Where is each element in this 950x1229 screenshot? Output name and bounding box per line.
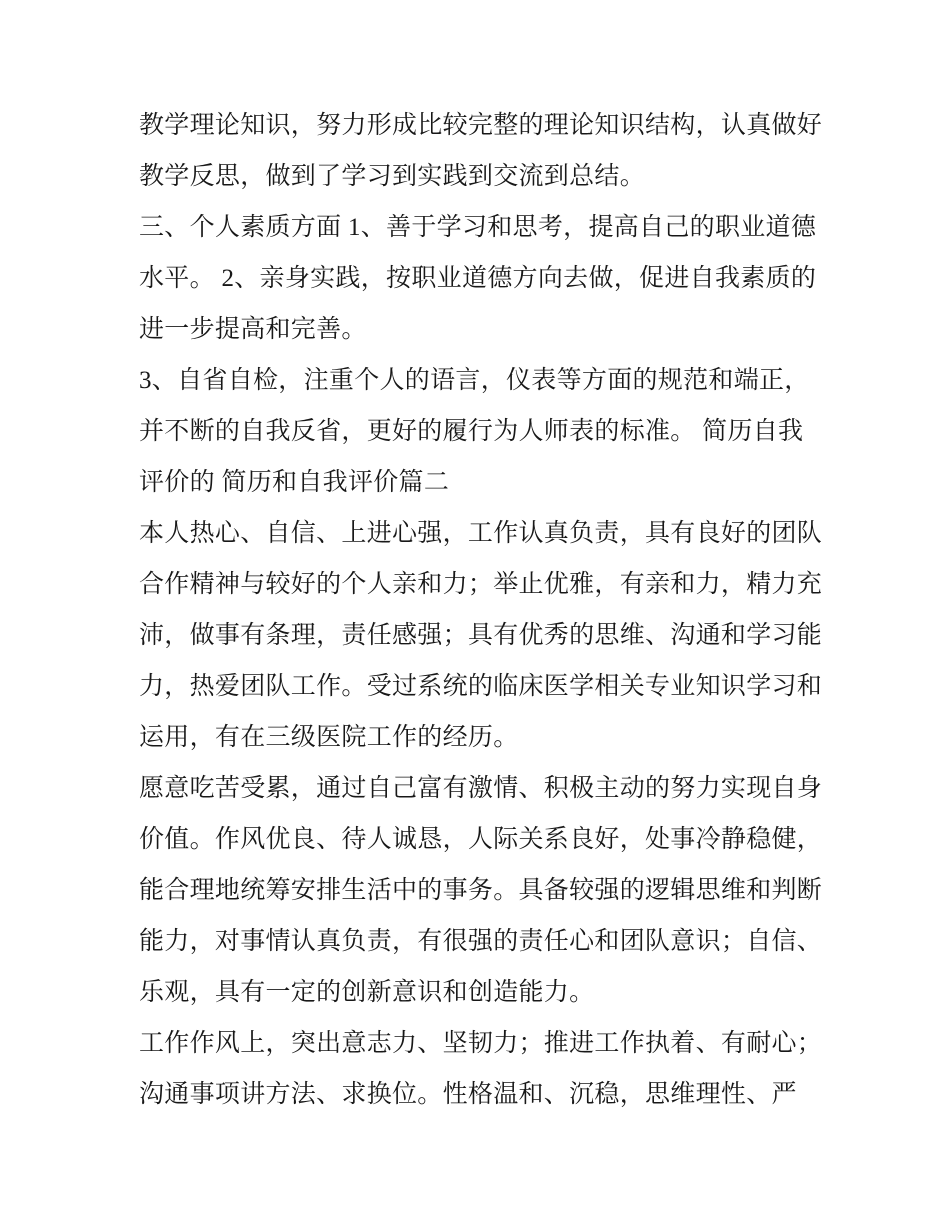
text-line: 进一步提高和完善。 xyxy=(139,316,367,343)
text-line: 3、自省自检，注重个人的语言，仪表等方面的规范和端正， xyxy=(139,367,810,394)
text-line: 力，热爱团队工作。受过系统的临床医学相关专业知识学习和 xyxy=(139,673,823,700)
text-line: 能力，对事情认真负责，有很强的责任心和团队意识；自信、 xyxy=(139,928,823,955)
text-line: 沛，做事有条理，责任感强；具有优秀的思维、沟通和学习能 xyxy=(139,622,823,649)
text-line: 并不断的自我反省，更好的履行为人师表的标准。 简历自我 xyxy=(139,418,804,445)
document-text-body xyxy=(139,100,829,1120)
text-line: 运用，有在三级医院工作的经历。 xyxy=(139,724,519,751)
text-line: 能合理地统筹安排生活中的事务。具备较强的逻辑思维和判断 xyxy=(139,877,823,904)
text-line: 三、个人素质方面 1、善于学习和思考，提高自己的职业道德 xyxy=(139,214,817,241)
text-line: 乐观，具有一定的创新意识和创造能力。 xyxy=(139,979,595,1006)
text-line: 合作精神与较好的个人亲和力；举止优雅，有亲和力，精力充 xyxy=(139,571,823,598)
text-line: 价值。作风优良、待人诚恳，人际关系良好，处事冷静稳健， xyxy=(139,826,823,853)
text-line: 教学理论知识，努力形成比较完整的理论知识结构，认真做好 xyxy=(139,112,823,139)
text-line: 沟通事项讲方法、求换位。性格温和、沉稳，思维理性、严 xyxy=(139,1081,797,1108)
text-line: 教学反思，做到了学习到实践到交流到总结。 xyxy=(139,163,646,190)
text-line: 愿意吃苦受累，通过自己富有激情、积极主动的努力实现自身 xyxy=(139,775,823,802)
text-line: 评价的 简历和自我评价篇二 xyxy=(139,469,450,496)
text-line: 工作作风上，突出意志力、坚韧力；推进工作执着、有耐心； xyxy=(139,1030,823,1057)
text-line: 本人热心、自信、上进心强，工作认真负责，具有良好的团队 xyxy=(139,520,823,547)
text-line: 水平。 2、亲身实践，按职业道德方向去做，促进自我素质的 xyxy=(139,265,817,292)
